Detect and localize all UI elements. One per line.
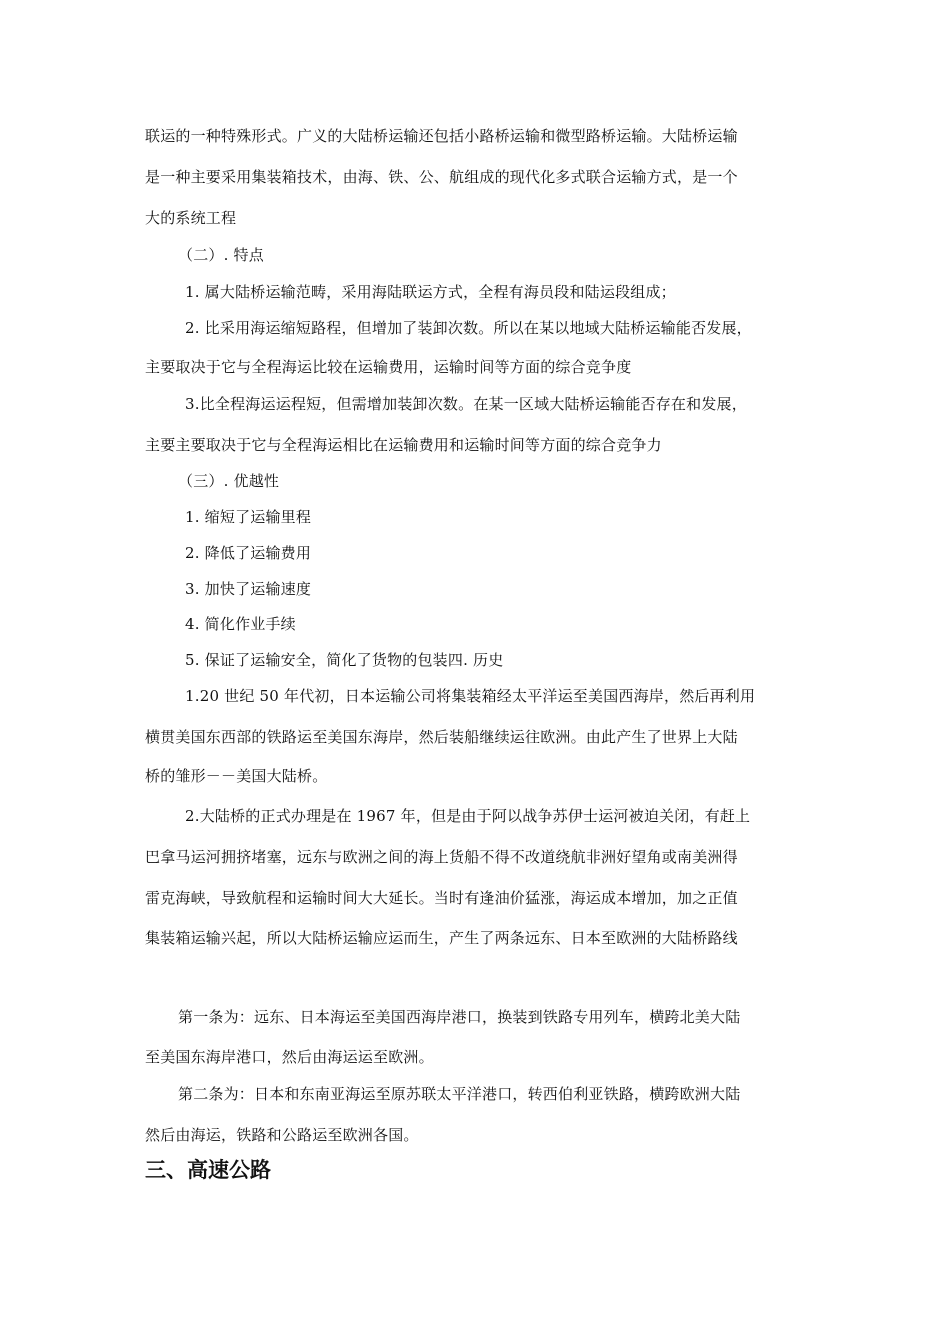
route-paragraph-line: 然后由海运，铁路和公路运至欧洲各国。 [145,1126,419,1144]
paragraph-line: 是一种主要采用集装箱技术，由海、铁、公、航组成的现代化多式联合运输方式，是一个 [145,168,738,186]
advantage-item: 5. 保证了运输安全，简化了货物的包装四. 历史 [185,651,504,669]
route-paragraph-line: 至美国东海岸港口，然后由海运运至欧洲。 [145,1048,434,1066]
advantage-item: 4. 简化作业手续 [185,615,296,633]
history-paragraph-line: 1.20 世纪 50 年代初，日本运输公司将集装箱经太平洋运至美国西海岸，然后再利用 [185,687,756,705]
feature-item: 1. 属大陆桥运输范畴，采用海陆联运方式，全程有海员段和陆运段组成； [185,283,676,301]
feature-item: 2. 比采用海运缩短路程，但增加了装卸次数。所以在某以地域大陆桥运输能否发展， [185,319,752,337]
paragraph-line: 大的系统工程 [145,209,237,227]
history-paragraph-line: 2.大陆桥的正式办理是在 1967 年，但是由于阿以战争苏伊士运河被迫关闭，有赶上 [185,807,751,825]
section-title-advantages: （三）. 优越性 [178,472,280,490]
advantage-item: 1. 缩短了运输里程 [185,508,312,526]
route-paragraph-line: 第一条为：远东、日本海运至美国西海岸港口，换装到铁路专用列车，横跨北美大陆 [178,1008,741,1026]
route-paragraph-line: 第二条为：日本和东南亚海运至原苏联太平洋港口，转西伯利亚铁路，横跨欧洲大陆 [178,1085,741,1103]
section-heading-highway: 三、高速公路 [145,1158,271,1182]
history-paragraph-line: 桥的雏形－－美国大陆桥。 [145,767,328,785]
section-title-features: （二）. 特点 [178,246,264,264]
history-paragraph-line: 巴拿马运河拥挤堵塞，远东与欧洲之间的海上货船不得不改道绕航非洲好望角或南美洲得 [145,848,738,866]
feature-item-continuation: 主要主要取决于它与全程海运相比在运输费用和运输时间等方面的综合竞争力 [145,436,662,454]
advantage-item: 3. 加快了运输速度 [185,580,312,598]
advantage-item: 2. 降低了运输费用 [185,544,312,562]
history-paragraph-line: 集装箱运输兴起，所以大陆桥运输应运而生，产生了两条远东、日本至欧洲的大陆桥路线 [145,929,738,947]
paragraph-line: 联运的一种特殊形式。广义的大陆桥运输还包括小路桥运输和微型路桥运输。大陆桥运输 [145,127,738,145]
history-paragraph-line: 雷克海峡，导致航程和运输时间大大延长。当时有逢油价猛涨，海运成本增加，加之正值 [145,889,738,907]
feature-item: 3.比全程海运运程短，但需增加装卸次数。在某一区域大陆桥运输能否存在和发展， [185,395,747,413]
feature-item-continuation: 主要取决于它与全程海运比较在运输费用，运输时间等方面的综合竞争度 [145,358,632,376]
history-paragraph-line: 横贯美国东西部的铁路运至美国东海岸，然后装船继续运往欧洲。由此产生了世界上大陆 [145,728,738,746]
